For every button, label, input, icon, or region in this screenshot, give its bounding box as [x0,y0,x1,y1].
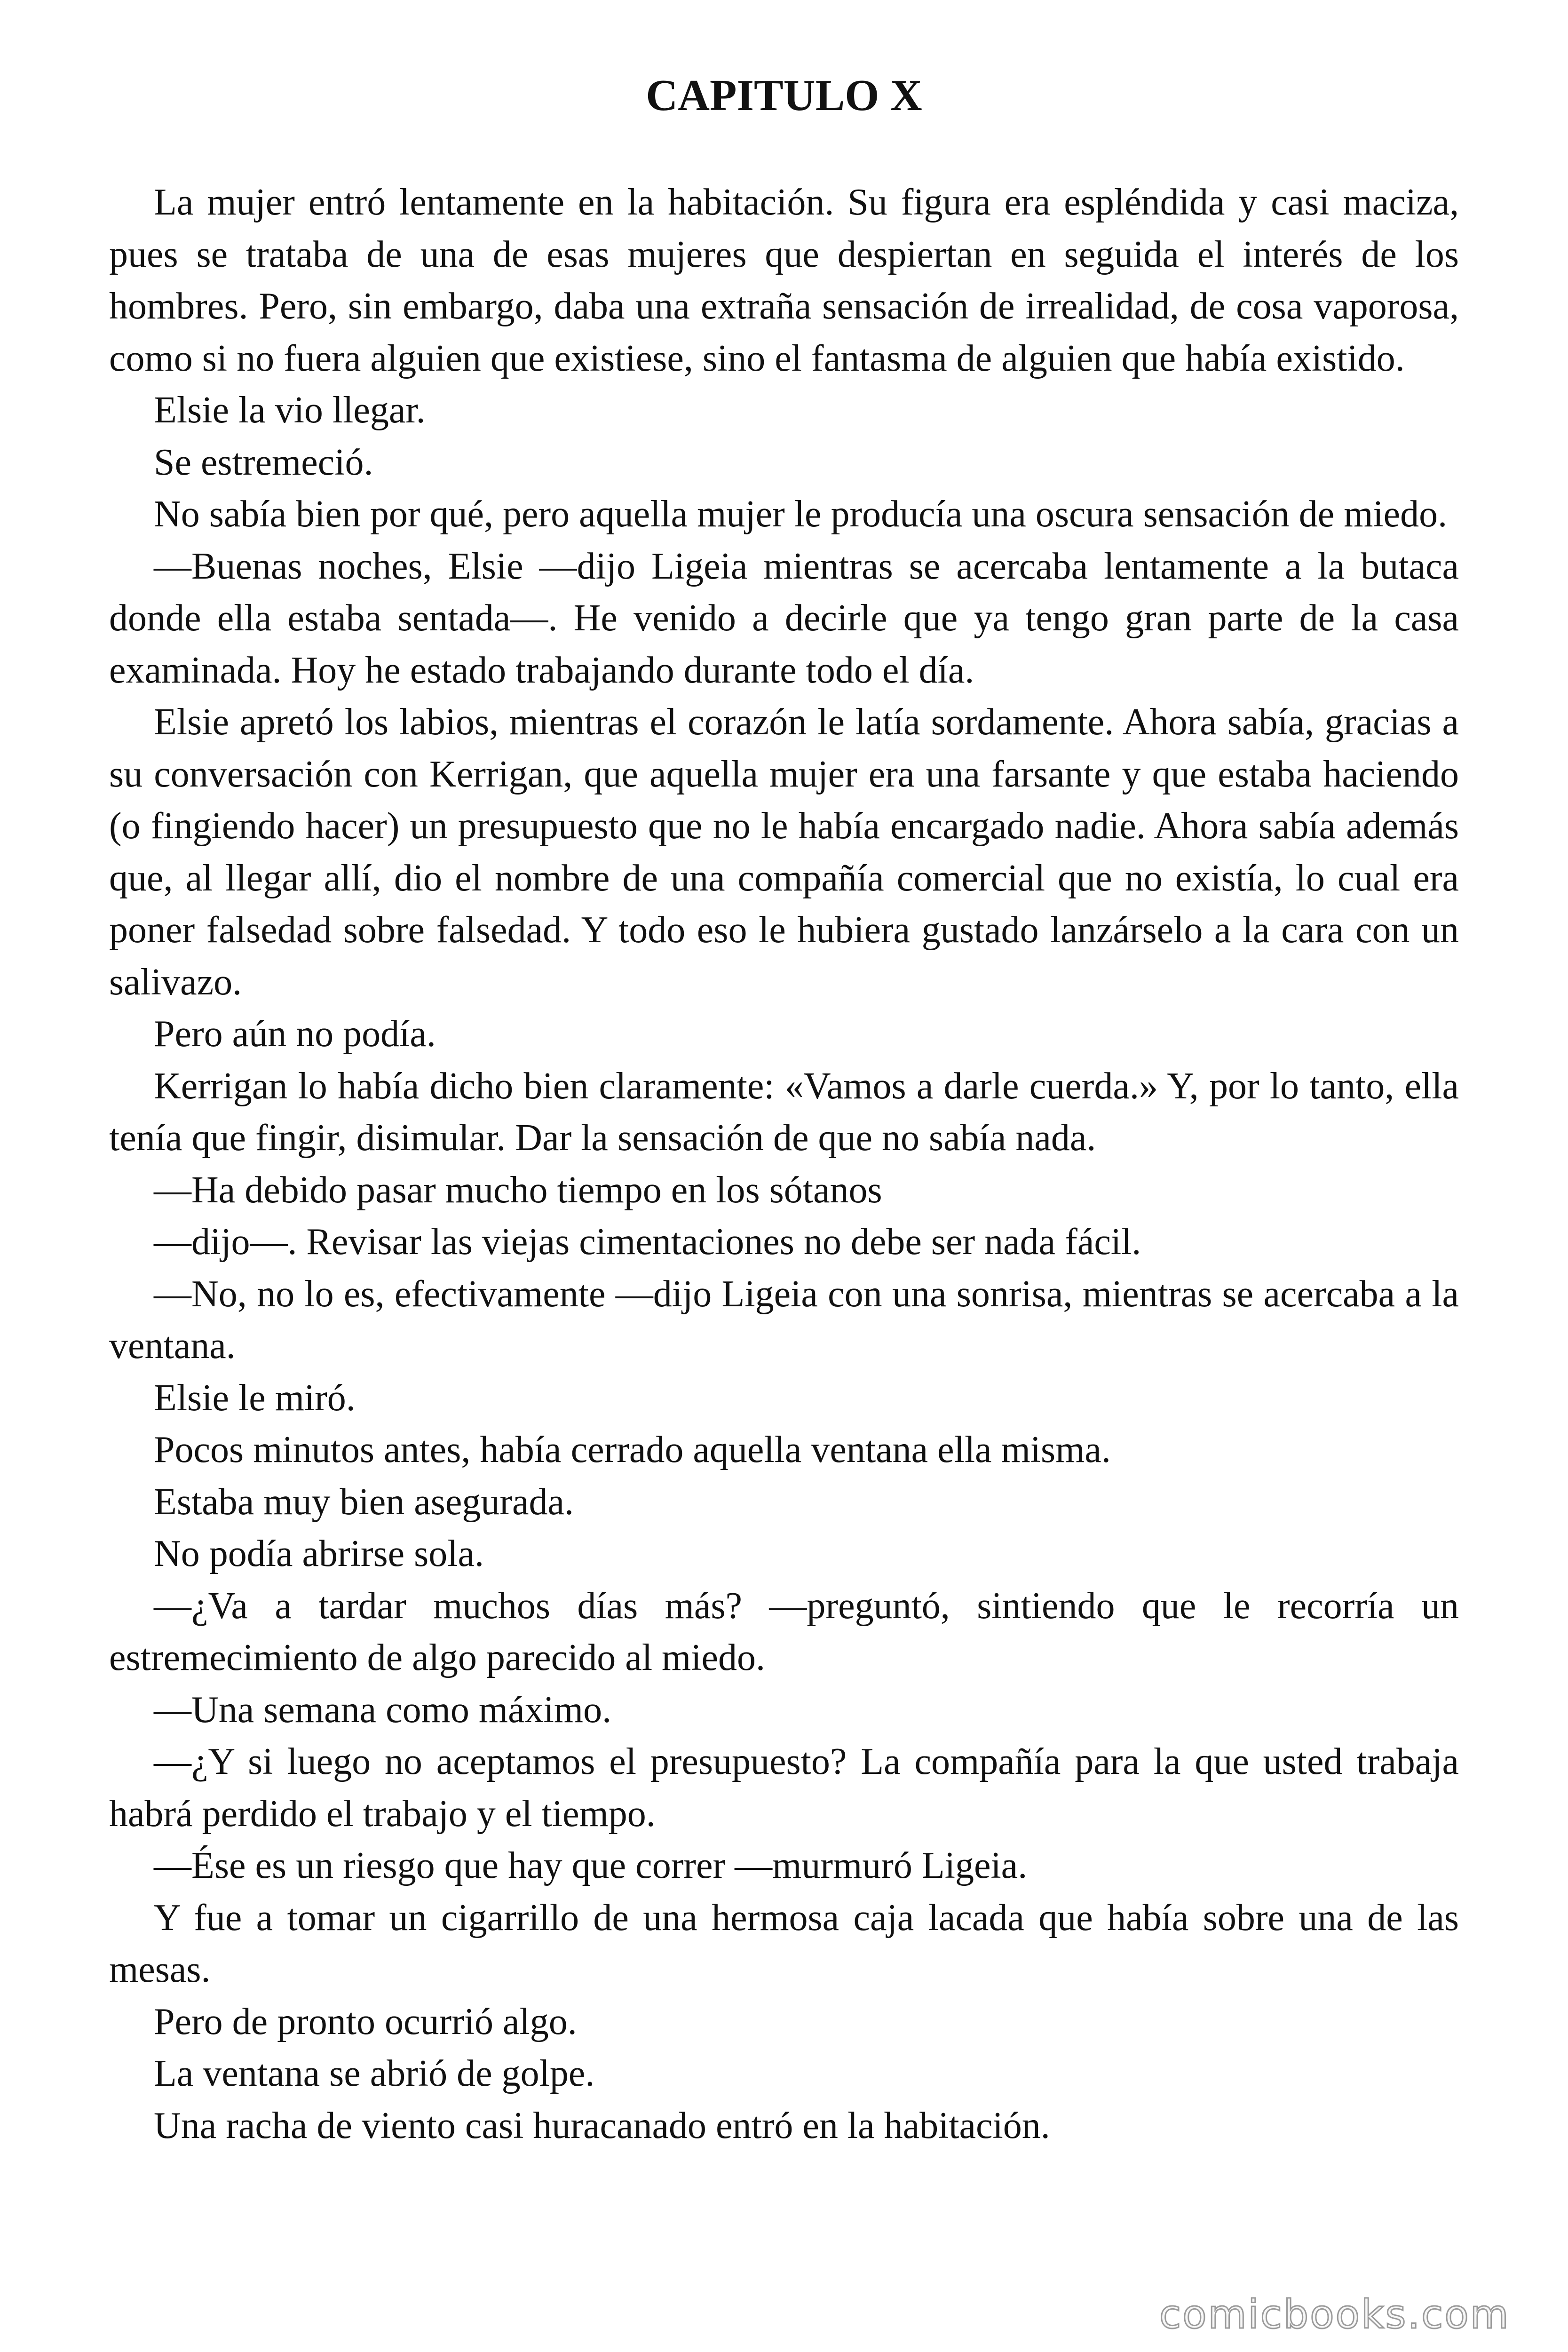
paragraph: Una racha de viento casi huracanado entró en la habitación. [154,2105,1050,2146]
paragraph: Kerrigan lo había dicho bien claramente: «Vamos a darle cuerda.» Y, por lo tanto, ella tenía que fingir, disimular. Dar la sensación de que no sabía nada. [109,1065,1459,1159]
paragraph: Y fue a tomar un cigarrillo de una hermosa caja lacada que había sobre una de las mesas. [109,1897,1459,1990]
paragraph: —Buenas noches, Elsie —dijo Ligeia mientras se acercaba lentamente a la butaca donde ella estaba sentada—. He venido a decirle que ya tengo gran parte de la casa examinada. Hoy he estado trabajando durante todo el día. [109,545,1459,691]
paragraph: La mujer entró lentamente en la habitación. Su figura era espléndida y casi maciza, pues se trataba de una de esas mujeres que despiertan en seguida el interés de los hombres. Pero, sin embargo, daba una extraña sensación de irrealidad, de cosa vaporosa, como si no fuera alguien que existiese, sino el fantasma de alguien que había existido. [109,182,1459,379]
paragraph: Elsie le miró. [154,1377,356,1419]
book-page [109,0,1459,2352]
paragraph: —Ése es un riesgo que hay que correr —murmuró Ligeia. [154,1845,1028,1886]
paragraph: No sabía bien por qué, pero aquella mujer le producía una oscura sensación de miedo. [154,493,1448,535]
paragraph: Elsie la vio llegar. [154,389,426,431]
paragraph: Pocos minutos antes, había cerrado aquella ventana ella misma. [154,1429,1111,1470]
paragraph: —dijo—. Revisar las viejas cimentaciones no debe ser nada fácil. [154,1221,1141,1263]
paragraph: Elsie apretó los labios, mientras el corazón le latía sordamente. Ahora sabía, gracias a su conversación con Kerrigan, que aquella mujer era una farsante y que estaba haciendo (o fingiendo hacer) un presupuesto que no le había encargado nadie. Ahora sabía además que, al llegar allí, dio el nombre de una compañía comercial que no existía, lo cual era poner falsedad sobre falsedad. Y todo eso le hubiera gustado lanzárselo a la cara con un salivazo. [109,701,1459,1003]
paragraph: La ventana se abrió de golpe. [154,2053,595,2094]
paragraph: Se estremeció. [154,441,373,483]
watermark-logo: comicbooks.com [1159,2291,1510,2337]
paragraph: Estaba muy bien asegurada. [154,1481,574,1523]
paragraph: —¿Va a tardar muchos días más? —preguntó, sintiendo que le recorría un estremecimiento de algo parecido al miedo. [109,1585,1459,1678]
paragraph: —Una semana como máximo. [154,1689,612,1731]
paragraph: Pero aún no podía. [154,1013,436,1055]
paragraph: Pero de pronto ocurrió algo. [154,2001,577,2042]
paragraph: —No, no lo es, efectivamente —dijo Ligeia con una sonrisa, mientras se acercaba a la ventana. [109,1273,1459,1367]
paragraph: —Ha debido pasar mucho tiempo en los sótanos [154,1169,882,1211]
paragraph: No podía abrirse sola. [154,1533,484,1574]
chapter-body [109,176,1459,2152]
paragraph: —¿Y si luego no aceptamos el presupuesto? La compañía para la que usted trabaja habrá perdido el trabajo y el tiempo. [109,1741,1459,1835]
chapter-title: CAPITULO X [646,71,922,120]
